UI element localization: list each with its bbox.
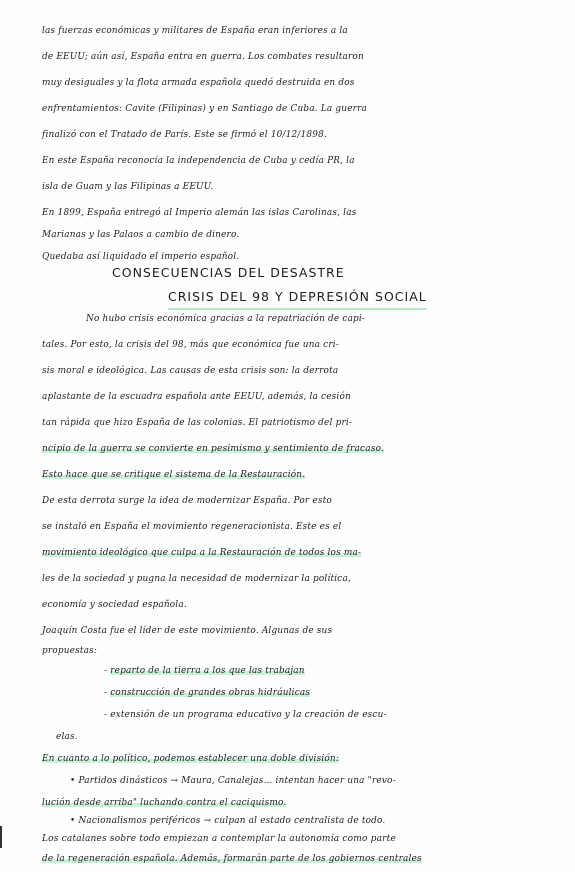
bullet-item: - construcción de grandes obras hidráulicas — [104, 688, 311, 698]
text-line: sis moral e ideológica. Las causas de esta crisis son: la derrota — [42, 366, 339, 376]
text-line: las fuerzas económicas y militares de España eran inferiores a la — [42, 26, 348, 36]
bullet-continuation: elas. — [56, 732, 78, 742]
margin-mark — [0, 826, 2, 848]
text-line: Esto hace que se critique el sistema de la Restauración. — [42, 470, 306, 480]
text-line: En este España reconocía la independencia de Cuba y cedía PR, la — [42, 156, 355, 166]
bullet-item: • Nacionalismos periféricos → culpan al estado centralista de todo. — [70, 816, 386, 826]
text-line: Joaquín Costa fue el líder de este movimiento. Algunas de sus — [42, 626, 333, 636]
text-line: En cuanto a lo político, podemos establecer una doble división: — [42, 754, 340, 764]
bullet-item: - extensión de un programa educativo y la creación de escu- — [104, 710, 387, 720]
text-line: lución desde arriba" luchando contra el caciquismo. — [42, 798, 287, 808]
bullet-item: - reparto de la tierra a los que las trabajan — [104, 666, 305, 676]
text-line: de la regeneración española. Además, formarán parte de los gobiernos centrales — [42, 854, 422, 864]
text-line: No hubo crisis económica gracias a la repatriación de capi- — [86, 314, 366, 324]
text-line: tales. Por esto, la crisis del 98, más que económica fue una cri- — [42, 340, 340, 350]
text-line: De esta derrota surge la idea de modernizar España. Por esto — [42, 496, 332, 506]
text-line: propuestas: — [42, 646, 98, 656]
text-line: Marianas y las Palaos a cambio de dinero. — [42, 230, 240, 240]
text-line: finalizó con el Tratado de París. Este se firmó el 10/12/1898. — [42, 130, 327, 140]
text-line: Quedaba así liquidado el imperio español. — [42, 252, 240, 262]
text-line: enfrentamientos: Cavite (Filipinas) y en Santiago de Cuba. La guerra — [42, 104, 368, 114]
text-line: movimiento ideológico que culpa a la Restauración de todos los ma- — [42, 548, 362, 558]
text-line: aplastante de la escuadra española ante EEUU, además, la cesión — [42, 392, 351, 402]
text-line: muy desiguales y la flota armada española quedó destruida en dos — [42, 78, 355, 88]
subsection-heading: CRISIS DEL 98 Y DEPRESIÓN SOCIAL — [168, 286, 427, 310]
text-line: isla de Guam y las Filipinas a EEUU. — [42, 182, 214, 192]
text-line: economía y sociedad española. — [42, 600, 187, 610]
text-line: les de la sociedad y pugna la necesidad de modernizar la política, — [42, 574, 351, 584]
bullet-item: • Partidos dinásticos → Maura, Canalejas... intentan hacer una "revo- — [70, 776, 396, 786]
text-line: En 1899, España entregó al Imperio alemán las islas Carolinas, las — [42, 208, 357, 218]
text-line: se instaló en España el movimiento regeneracionista. Este es el — [42, 522, 342, 532]
text-line: tan rápida que hizo España de las colonias. El patriotismo del pri- — [42, 418, 353, 428]
text-line: de EEUU; aún así, España entra en guerra. Los combates resultaron — [42, 52, 364, 62]
section-heading: CONSECUENCIAS DEL DESASTRE — [112, 265, 345, 280]
text-line: ncipio de la guerra se convierte en pesimismo y sentimiento de fracaso. — [42, 444, 385, 454]
text-line: Los catalanes sobre todo empiezan a contemplar la autonomía como parte — [42, 834, 396, 844]
